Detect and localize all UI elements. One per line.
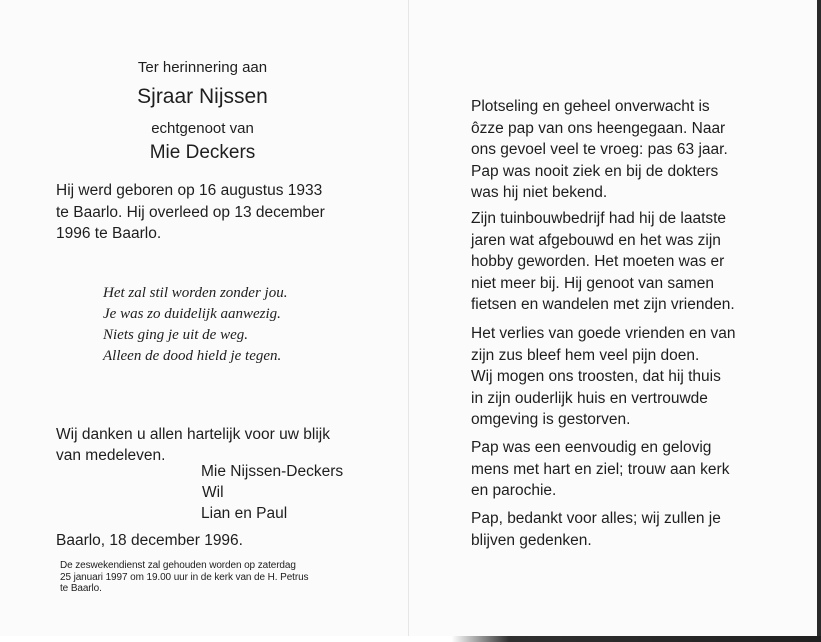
paragraph-line: omgeving is gestorven.	[471, 411, 631, 428]
paragraph-line: jaren wat afgebouwd en het was zijn	[471, 231, 721, 249]
paragraph-line: zijn zus bleef hem veel pijn doen.	[471, 346, 700, 364]
paragraph-thanks	[471, 508, 721, 551]
biography	[56, 180, 325, 245]
poem-line: Je was zo duidelijk aanwezig.	[103, 306, 281, 322]
paragraph-line: Plotseling en geheel onverwacht is	[471, 98, 710, 115]
card-fold-line	[408, 0, 409, 642]
spouse-name: Mie Deckers	[149, 142, 256, 163]
poem-line: Niets ging je uit de weg.	[103, 327, 248, 343]
paragraph-line: en parochie.	[471, 482, 557, 499]
scan-edge-right	[817, 0, 821, 642]
service-line: te Baarlo.	[60, 583, 102, 594]
spouse-relation: echtgenoot van	[151, 120, 254, 137]
deceased-name: Sjraar Nijssen	[137, 85, 268, 108]
paragraph-sudden-death	[471, 96, 728, 204]
thanks-text	[56, 424, 330, 466]
paragraph-line: in zijn ouderlijk huis en vertrouwde	[471, 389, 708, 407]
paragraph-line: ons gevoel veel te vroeg: pas 63 jaar.	[471, 141, 728, 158]
paragraph-line: mens met hart en ziel; trouw aan kerk	[471, 460, 730, 478]
thanks-line: Wij danken u allen hartelijk voor uw blijk	[56, 426, 330, 443]
thanks-line: van medeleven.	[56, 447, 166, 464]
scan-edge-bottom	[0, 636, 821, 642]
paragraph-line: Pap was een eenvoudig en gelovig	[471, 439, 712, 456]
paragraph-line: blijven gedenken.	[471, 531, 592, 549]
paragraph-business	[471, 208, 735, 316]
service-line: De zeswekendienst zal gehouden worden op zaterdag	[60, 560, 296, 571]
paragraph-line: ôzze pap van ons heengegaan. Naar	[471, 119, 726, 137]
family-signers	[201, 461, 343, 524]
signer-name: Wil	[202, 484, 224, 501]
intro-text: Ter herinnering aan	[137, 59, 268, 76]
signer-name: Mie Nijssen-Deckers	[201, 463, 344, 480]
paragraph-line: hobby geworden. Het moeten was er	[471, 253, 725, 270]
poem-line: Het zal stil worden zonder jou.	[103, 285, 288, 301]
service-notice	[60, 560, 308, 595]
paragraph-line: fietsen en wandelen met zijn vrienden.	[471, 296, 735, 313]
paragraph-line: Pap was nooit ziek en bij de dokters	[471, 162, 719, 180]
place-date: Baarlo, 18 december 1996.	[56, 532, 243, 549]
paragraph-line: niet meer bij. Hij genoot van samen	[471, 274, 714, 292]
service-line: 25 januari 1997 om 19.00 uur in de kerk van de H. Petrus	[60, 571, 309, 583]
paragraph-line: Wij mogen ons troosten, dat hij thuis	[471, 368, 721, 385]
paragraph-line: was hij niet bekend.	[471, 184, 608, 201]
poem	[103, 283, 287, 367]
paragraph-line: Zijn tuinbouwbedrijf had hij de laatste	[471, 210, 727, 227]
signer-name: Lian en Paul	[201, 505, 288, 522]
paragraph-loss	[471, 323, 736, 431]
bio-line: te Baarlo. Hij overleed op 13 december	[56, 203, 325, 221]
paragraph-line: Pap, bedankt voor alles; wij zullen je	[471, 510, 721, 527]
poem-line: Alleen de dood hield je tegen.	[103, 348, 282, 364]
paragraph-line: Het verlies van goede vrienden en van	[471, 325, 736, 342]
bio-line: 1996 te Baarlo.	[56, 225, 162, 242]
bio-line: Hij werd geboren op 16 augustus 1933	[56, 182, 323, 199]
paragraph-faith	[471, 437, 729, 502]
